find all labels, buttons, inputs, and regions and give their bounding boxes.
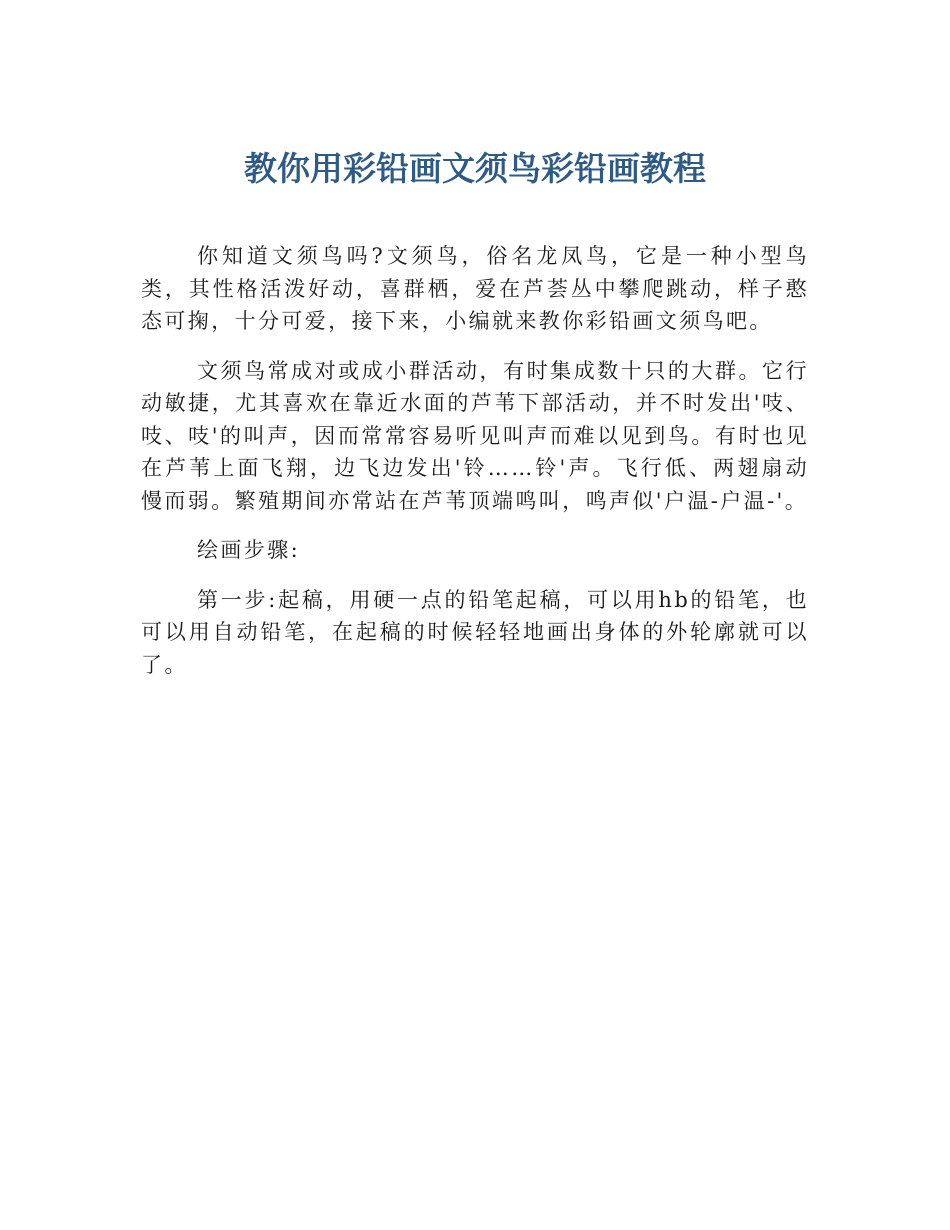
paragraph-step-one: 第一步:起稿，用硬一点的铅笔起稿，可以用hb的铅笔，也可以用自动铅笔，在起稿的时候轻轻地画出身体的外轮廓就可以了。 — [141, 587, 809, 677]
paragraph-habits: 文须鸟常成对或成小群活动，有时集成数十只的大群。它行动敏捷，尤其喜欢在靠近水面的芦苇下部活动，并不时发出'吱、吱、吱'的叫声，因而常常容易听见叫声而难以见到鸟。有时也见在芦苇上面飞翔，边飞边发出'铃……铃'声。飞行低、两翅扇动慢而弱。繁殖期间亦常站在芦苇顶端鸣叫，鸣声似'户温-户温-'。 — [141, 358, 809, 513]
document-title: 教你用彩铅画文须鸟彩铅画教程 — [244, 149, 706, 188]
paragraph-steps-heading: 绘画步骤: — [197, 538, 301, 562]
paragraph-intro: 你知道文须鸟吗?文须鸟，俗名龙凤鸟，它是一种小型鸟类，其性格活泼好动，喜群栖，爱在芦荟丛中攀爬跳动，样子憨态可掬，十分可爱，接下来，小编就来教你彩铅画文须鸟吧。 — [141, 244, 809, 333]
document-body — [141, 240, 809, 698]
